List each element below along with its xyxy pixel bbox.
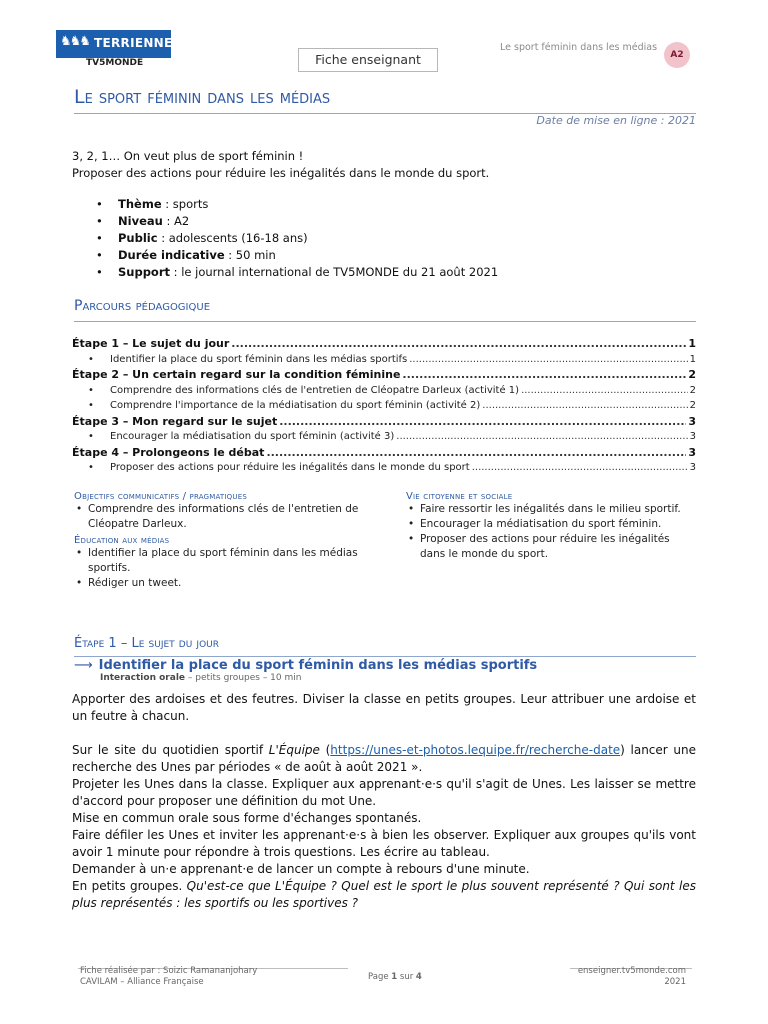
- activity-heading: ⟶ Identifier la place du sport féminin dans les médias sportifs: [74, 658, 538, 673]
- info-item: • Support : le journal international de TV5MONDE du 21 août 2021: [96, 264, 498, 281]
- parcours-heading: Parcours pédagogique: [74, 298, 211, 314]
- people-icon: ♞♞♞: [60, 34, 89, 49]
- fiche-type-label: Fiche enseignant: [298, 48, 438, 72]
- etape1-divider: [74, 656, 696, 657]
- info-item: • Thème : sports: [96, 196, 498, 213]
- arrow-right-icon: ⟶: [74, 658, 93, 673]
- paragraph: Demander à un·e apprenant·e de lancer un compte à rebours d'une minute.: [72, 862, 530, 876]
- tv5monde-logo-text: TV5MONDE: [86, 58, 144, 68]
- page-title: Le sport féminin dans les médias: [74, 86, 331, 108]
- toc-stage-link[interactable]: Étape 4 – Prolongeons le débat ..... 3: [72, 445, 696, 461]
- toc-sub-link[interactable]: • Comprendre l'importance de la médiatisation du sport féminin (activité 2) ..... 2: [72, 398, 696, 414]
- objectives-medias-heading: Éducation aux médias: [74, 535, 170, 546]
- objectives-communicatifs-list: [74, 502, 374, 532]
- toc-stage-link[interactable]: Étape 2 – Un certain regard sur la condition féminine ..... 2: [72, 367, 696, 383]
- terriennes-logo: [56, 30, 182, 58]
- paragraph: Projeter les Unes dans la classe. Expliquer aux apprenant·e·s qu'il s'agit de Unes. Les laisser se mettre d'accord pour proposer une définition du mot Une.: [72, 777, 696, 808]
- objectives-citoyenne-heading: Vie citoyenne et sociale: [406, 491, 513, 502]
- paragraph: Faire défiler les Unes et inviter les apprenant·e·s à bien les observer. Expliquer aux groupes qu'ils vont avoir 1 minute pour répondre à trois questions. Les écrire au tableau.: [72, 828, 696, 859]
- parcours-divider: [74, 321, 696, 322]
- list-item: • Identifier la place du sport féminin dans les médias sportifs.: [74, 546, 374, 576]
- list-item: • Proposer des actions pour réduire les inégalités dans le monde du sport.: [406, 532, 698, 562]
- objectives-communicatifs-heading: Objectifs communicatifs / pragmatiques: [74, 491, 247, 502]
- paragraph: Mise en commun orale sous forme d'échanges spontanés.: [72, 811, 422, 825]
- objectives-right-column: [406, 491, 698, 562]
- publication-date: Date de mise en ligne : 2021: [536, 114, 696, 127]
- intro-line: 3, 2, 1… On veut plus de sport féminin !: [72, 149, 304, 163]
- toc-sub-link[interactable]: • Identifier la place du sport féminin dans les médias sportifs ..... 1: [72, 352, 696, 368]
- toc-sub-link[interactable]: • Proposer des actions pour réduire les inégalités dans le monde du sport ..... 3: [72, 460, 696, 476]
- table-of-contents: [72, 336, 696, 476]
- logo-brand: TERRIENNES: [94, 36, 182, 50]
- intro-line: Proposer des actions pour réduire les inégalités dans le monde du sport.: [72, 166, 490, 180]
- etape1-heading: Étape 1 – Le sujet du jour: [74, 636, 220, 651]
- objectives-left-column: [74, 491, 374, 591]
- etape1-body: [72, 691, 696, 912]
- footer-site: enseigner.tv5monde.com 2021: [577, 966, 686, 987]
- paragraph: Sur le site du quotidien sportif L'Équipe (https://unes-et-photos.lequipe.fr/recherche-date) lancer une recherche des Unes par périodes « de août à août 2021 ».: [72, 743, 696, 774]
- level-badge: A2: [664, 42, 690, 68]
- page-number: Page 1 sur 4: [368, 972, 422, 982]
- list-item: • Rédiger un tweet.: [74, 576, 374, 591]
- paragraph: Apporter des ardoises et des feutres. Diviser la classe en petits groupes. Leur attribuer une ardoise et un feutre à chacun.: [72, 692, 696, 723]
- info-list: [96, 196, 498, 281]
- toc-sub-link[interactable]: • Comprendre des informations clés de l'entretien de Cléopatre Darleux (activité 1) ..... 2: [72, 383, 696, 399]
- paragraph: En petits groupes. Qu'est-ce que L'Équipe ? Quel est le sport le plus souvent représenté ? Qui sont les plus représentés : les sportifs ou les sportives ?: [72, 879, 696, 910]
- intro: [72, 148, 702, 182]
- objectives-medias-list: [74, 546, 374, 591]
- lequipe-link[interactable]: https://unes-et-photos.lequipe.fr/recherche-date: [330, 743, 621, 757]
- info-item: • Niveau : A2: [96, 213, 498, 230]
- list-item: • Faire ressortir les inégalités dans le milieu sportif.: [406, 502, 698, 517]
- toc-stage-link[interactable]: Étape 1 – Le sujet du jour ..... 1: [72, 336, 696, 352]
- list-item: • Comprendre des informations clés de l'entretien de Cléopatre Darleux.: [74, 502, 374, 532]
- toc-sub-link[interactable]: • Encourager la médiatisation du sport féminin (activité 3) ..... 3: [72, 429, 696, 445]
- objectives-citoyenne-list: [406, 502, 698, 562]
- header-document-title: Le sport féminin dans les médias: [500, 42, 658, 53]
- info-item: • Durée indicative : 50 min: [96, 247, 498, 264]
- activity-modality: Interaction orale – petits groupes – 10 min: [100, 673, 302, 683]
- info-item: • Public : adolescents (16-18 ans): [96, 230, 498, 247]
- footer-credits: Fiche réalisée par : Soizic Ramananjohary CAVILAM – Alliance Française: [80, 966, 258, 987]
- toc-stage-link[interactable]: Étape 3 – Mon regard sur le sujet ..... 3: [72, 414, 696, 430]
- list-item: • Encourager la médiatisation du sport féminin.: [406, 517, 698, 532]
